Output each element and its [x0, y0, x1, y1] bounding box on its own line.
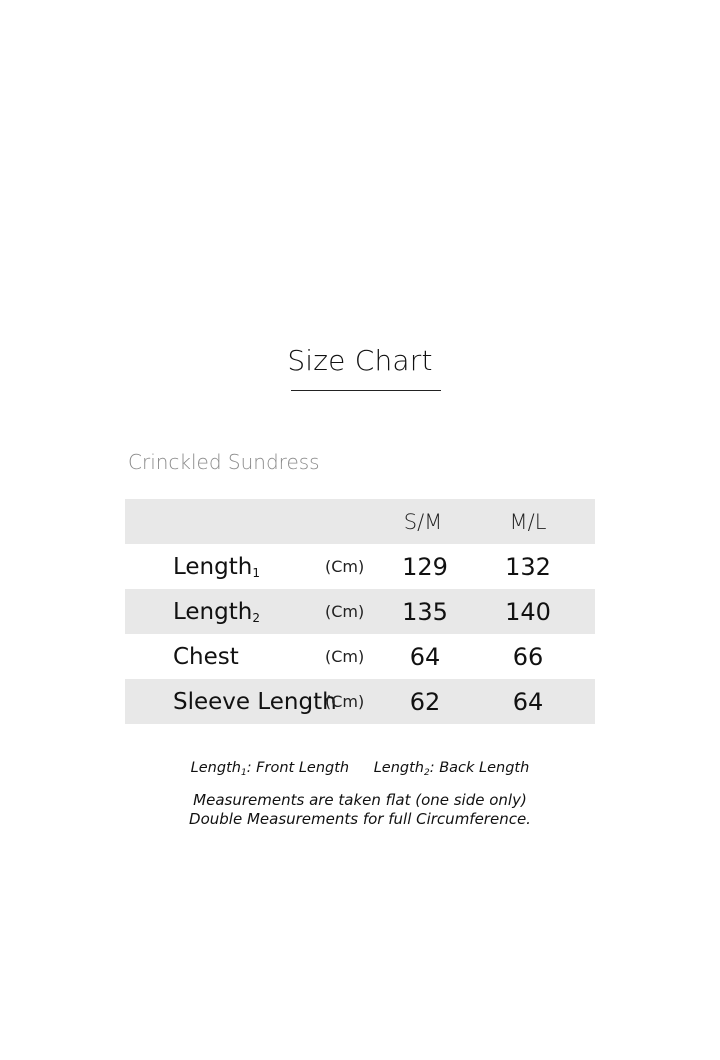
size-header-ml: M/L [509, 509, 547, 534]
title-underline [291, 390, 441, 391]
row-label: Length $_2$ [173, 598, 260, 625]
size-table [125, 499, 595, 724]
table-row [125, 544, 595, 589]
length-definitions [0, 760, 720, 776]
row-label: Chest [173, 643, 239, 670]
value-ml: 66 [512, 642, 544, 671]
table-header-row [125, 499, 595, 544]
table-row [125, 679, 595, 724]
measurement-note: Measurements are taken flat (one side only) [193, 791, 527, 809]
row-unit: (Cm) [325, 647, 365, 666]
table-row [125, 589, 595, 634]
product-name: Crinckled Sundress [128, 450, 320, 474]
circumference-note: Double Measurements for full Circumference. [189, 810, 531, 828]
row-label: Length $_1$ [173, 553, 260, 580]
value-ml: 64 [512, 687, 544, 716]
back-length-definition: Length$_2$: Back Length [373, 760, 530, 778]
value-sm: 135 [402, 597, 448, 626]
row-unit: (Cm) [325, 692, 365, 711]
value-sm: 62 [409, 687, 441, 716]
size-header-sm: S/M [403, 509, 443, 534]
front-length-definition: Length$_1$: Front Length [190, 760, 350, 778]
table-row [125, 634, 595, 679]
row-unit: (Cm) [325, 602, 365, 621]
page-title: Size Chart [287, 344, 433, 377]
row-label: Sleeve Length [173, 688, 337, 715]
value-ml: 132 [505, 552, 551, 581]
row-unit: (Cm) [325, 557, 365, 576]
value-ml: 140 [505, 597, 551, 626]
value-sm: 129 [402, 552, 448, 581]
value-sm: 64 [409, 642, 441, 671]
